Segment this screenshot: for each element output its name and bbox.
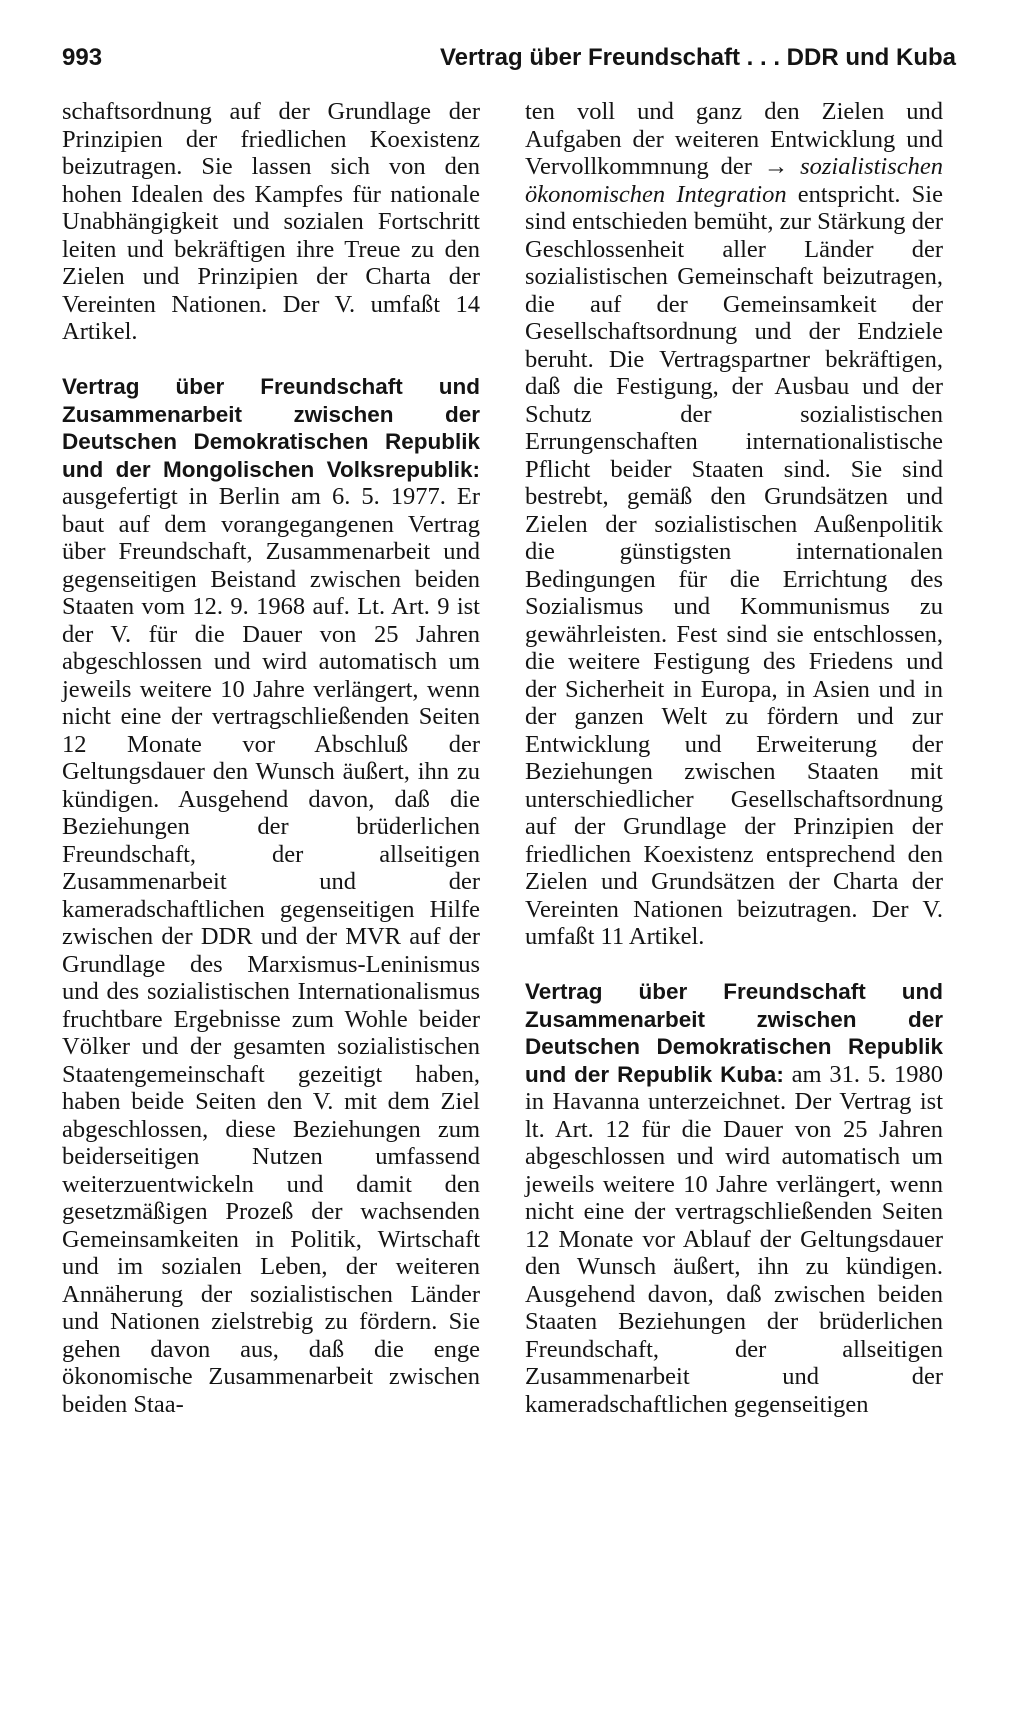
continuation-text-a: ten voll und ganz den Zielen und Aufgaben der weiteren Entwicklung und Vervollkommnung der <box>525 98 943 180</box>
continuation-text-b: entspricht. Sie sind entschieden bemüht, zur Stärkung der Geschlossenheit aller Länder der sozialistischen Gemeinschaft beizutragen, die auf der Gemeinsamkeit der Gesellschaftsordnung und der Endziele beruht. Die Vertragspartner bekräftigen, daß die Festigung, der Ausbau und der Schutz der sozialistischen Errungenschaften internationalistische Pflicht beider Staaten sind. Sie sind bestrebt, gemäß den Grundsätzen und Zielen der sozialistischen Außenpolitik die günstigsten internationalen Bedingungen für die Errichtung des Sozialismus und Kommunismus zu gewährleisten. Fest sind sie entschlossen, die weitere Festigung des Friedens und der Sicherheit in Europa, in Asien und in der ganzen Welt zu fördern und zur Entwicklung und Erweiterung der Beziehungen zwischen Staaten mit unterschiedlicher Gesellschaftsordnung auf der Grundlage der Prinzipien der friedlichen Koexistenz entsprechend den Zielen und Grundsätzen der Charta der Vereinten Nationen beizutragen. Der V. umfaßt 11 Artikel. <box>525 180 943 950</box>
entry-lemma-mongolia: Vertrag über Freundschaft und Zusammenarbeit zwischen der Deutschen Demokratischen Republik und der Mongolischen Volksrepublik: <box>62 374 480 482</box>
left-column <box>62 98 480 1418</box>
right-column <box>525 98 943 1418</box>
arrow-icon: → <box>763 153 789 180</box>
entry-text-cuba: am 31. 5. 1980 in Havanna unterzeichnet. Der Vertrag ist lt. Art. 12 für die Dauer von 25 Jahren abgeschlossen und wird automatisch um jeweils weitere 10 Jahre verlängert, wenn nicht eine der vertragschließenden Seiten 12 Monate vor Ablauf der Geltungsdauer den Wunsch äußert, ihn zu kündigen. Ausgehend davon, daß zwischen beiden Staaten Beziehungen der brüderlichen Freundschaft, der allseitigen Zusammenarbeit und der kameradschaftlichen gegenseitigen <box>525 1060 943 1418</box>
running-head: Vertrag über Freundschaft . . . DDR und Kuba <box>439 44 956 71</box>
page-header <box>62 44 956 84</box>
entry-cuba <box>525 978 943 1418</box>
page-number: 993 <box>62 44 103 71</box>
cross-reference[interactable]: sozialistischen ökonomischen Integration <box>525 153 944 208</box>
entry-mongolia <box>62 373 480 1418</box>
continuation-text: schaftsordnung auf der Grundlage der Prinzipien der friedlichen Koexistenz beizutragen. Sie lassen sich von den hohen Idealen des Kampfes für nationale Unabhängigkeit und sozialen Fortschritt leiten und bekräftigen ihre Treue zu den Zielen und Prinzipien der Charta der Vereinten Nationen. Der V. umfaßt 14 Artikel. <box>62 98 480 345</box>
entry-lemma-cuba: Vertrag über Freundschaft und Zusammenarbeit zwischen der Deutschen Demokratischen Republik und der Republik Kuba: <box>525 979 943 1087</box>
entry-text-mongolia: ausgefertigt in Berlin am 6. 5. 1977. Er baut auf dem vorangegangenen Vertrag über Freundschaft, Zusammenarbeit und gegenseitigen Beistand zwischen beiden Staaten vom 12. 9. 1968 auf. Lt. Art. 9 ist der V. für die Dauer von 25 Jahren abgeschlossen und wird automatisch um jeweils weitere 10 Jahre verlängert, wenn nicht eine der vertragschließenden Seiten 12 Monate vor Abschluß der Geltungsdauer den Wunsch äußert, ihn zu kündigen. Ausgehend davon, daß die Beziehungen der brüderlichen Freundschaft, der allseitigen Zusammenarbeit und der kameradschaftlichen gegenseitigen Hilfe zwischen der DDR und der MVR auf der Grundlage des Marxismus-Leninismus und des sozialistischen Internationalismus fruchtbare Ergebnisse zum Wohle beider Völker und der gesamten sozialistischen Staatengemeinschaft gezeitigt haben, haben beide Seiten den V. mit dem Ziel abgeschlossen, diese Beziehungen zum beiderseitigen Nutzen umfassend weiterzuentwickeln und damit den gesetzmäßigen Prozeß der wachsenden Gemeinsamkeiten in Politik, Wirtschaft und im sozialen Leben, der weiteren Annäherung der sozialistischen Länder und Nationen zielstrebig zu fördern. Sie gehen davon aus, daß die enge ökonomische Zusammenarbeit zwischen beiden Staa- <box>62 483 480 1418</box>
continuation-paragraph <box>62 98 480 346</box>
continuation-paragraph <box>525 98 943 951</box>
